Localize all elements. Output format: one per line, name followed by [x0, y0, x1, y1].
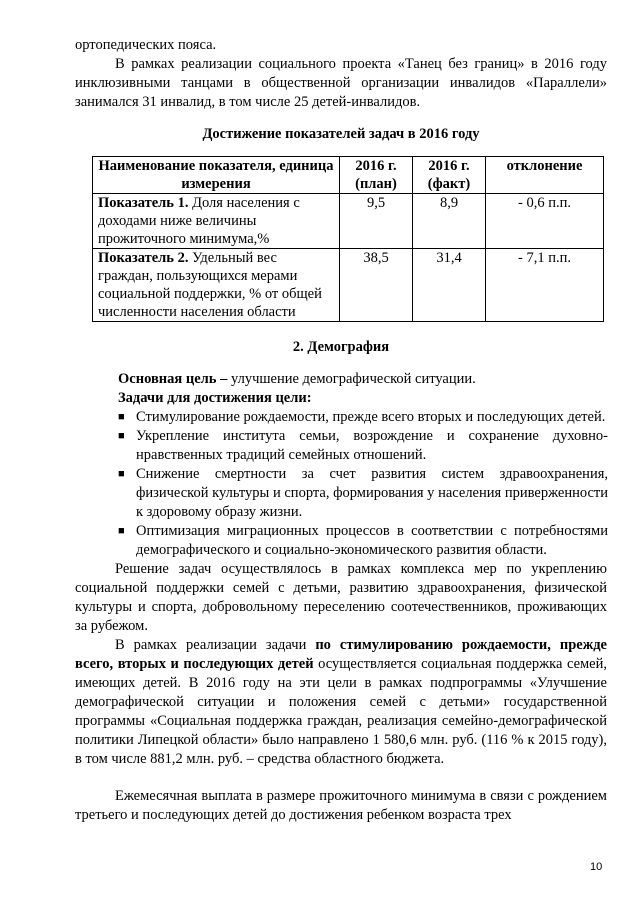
- page-number: 10: [590, 861, 603, 873]
- row-name-cell: [93, 194, 340, 249]
- table-header-row: [93, 157, 604, 194]
- row-deviation-cell: - 7,1 п.п.: [486, 249, 604, 322]
- row-fact-cell: 8,9: [413, 194, 486, 249]
- section-title: 2. Демография: [292, 339, 390, 355]
- row-plan-cell: 9,5: [340, 194, 413, 249]
- row-name-cell: [93, 249, 340, 322]
- task-text: Укрепление института семьи, возрождение и сохранение духовно-нравственных традиций семейных отношений.: [136, 428, 608, 463]
- paragraph-measures: Решение задач осуществлялось в рамках комплекса мер по укреплению социальной поддержки семей с детьми, развитию здравоохранения, физической культуры и спорта, добровольному переселению соотечественников, проживающих за рубежом.: [75, 561, 607, 634]
- indicator-label: Показатель 2.: [98, 250, 189, 266]
- table-row: [93, 249, 604, 322]
- bullet-icon: ■: [118, 468, 125, 480]
- paragraph-monthly-payment: Ежемесячная выплата в размере прожиточного минимума в связи с рождением третьего и последующих детей до достижения ребенком возраста трех: [75, 788, 607, 823]
- goals-block: [118, 370, 608, 560]
- task-text: Снижение смертности за счет развития систем здравоохранения, физической культуры и спорта, формирования у населения приверженности к здоровому образу жизни.: [136, 466, 608, 520]
- para-bold-text: по стимулированию рождаемости, прежде всего, вторых и последующих детей: [75, 637, 607, 672]
- header-fact: 2016 г. (факт): [413, 157, 486, 194]
- para-text-end: осуществляется социальная поддержка семей, имеющих детей. В 2016 году на эти цели в рамках подпрограммы «Улучшение демографической ситуации и положения семей с детьми» государственной программы «Социальная поддержка граждан, реализация семейно-демографической политики Липецкой области» было направлено 1 580,6 млн. руб. (116 % к 2015 году), в том числе 881,2 млн. руб. – средства областного бюджета.: [75, 656, 607, 767]
- goal-label: Основная цель –: [118, 371, 228, 387]
- bullet-icon: ■: [118, 525, 125, 537]
- tasks-label: Задачи для достижения цели:: [118, 390, 312, 406]
- indicators-table: [92, 156, 604, 322]
- table-row: [93, 194, 604, 249]
- goal-text: улучшение демографической ситуации.: [227, 371, 476, 387]
- intro-paragraph: В рамках реализации социального проекта «Танец без границ» в 2016 году инклюзивными танцами в общественной организации инвалидов «Параллели» занимался 31 инвалид, в том числе 25 детей-инвалидов.: [75, 56, 607, 110]
- main-goal: [118, 370, 608, 389]
- bullet-icon: ■: [118, 430, 125, 442]
- header-plan: 2016 г. (план): [340, 157, 413, 194]
- tasks-list: [118, 408, 608, 560]
- row-deviation-cell: - 0,6 п.п.: [486, 194, 604, 249]
- paragraph-birthrate: [75, 636, 607, 769]
- table-caption: Достижение показателей задач в 2016 году: [202, 126, 480, 142]
- row-fact-cell: 31,4: [413, 249, 486, 322]
- header-deviation: отклонение: [486, 157, 604, 194]
- task-text: Стимулирование рождаемости, прежде всего вторых и последующих детей.: [136, 409, 606, 425]
- list-item: [118, 427, 608, 465]
- indicator-text: Доля населения с доходами ниже величины прожиточного минимума,%: [98, 195, 300, 247]
- bullet-icon: ■: [118, 411, 125, 423]
- task-text: Оптимизация миграционных процессов в соответствии с потребностями демографического и социально-экономического развития области.: [136, 523, 608, 558]
- para-text-start: В рамках реализации задачи: [115, 637, 316, 653]
- row-plan-cell: 38,5: [340, 249, 413, 322]
- header-name: Наименование показателя, единица измерения: [93, 157, 340, 194]
- intro-line: ортопедических пояса.: [75, 37, 217, 53]
- list-item: [118, 408, 608, 427]
- list-item: [118, 465, 608, 522]
- indicator-text: Удельный вес граждан, пользующихся мерами социальной поддержки, % от общей численности населения области: [98, 250, 322, 320]
- list-item: [118, 522, 608, 560]
- indicator-label: Показатель 1.: [98, 195, 189, 211]
